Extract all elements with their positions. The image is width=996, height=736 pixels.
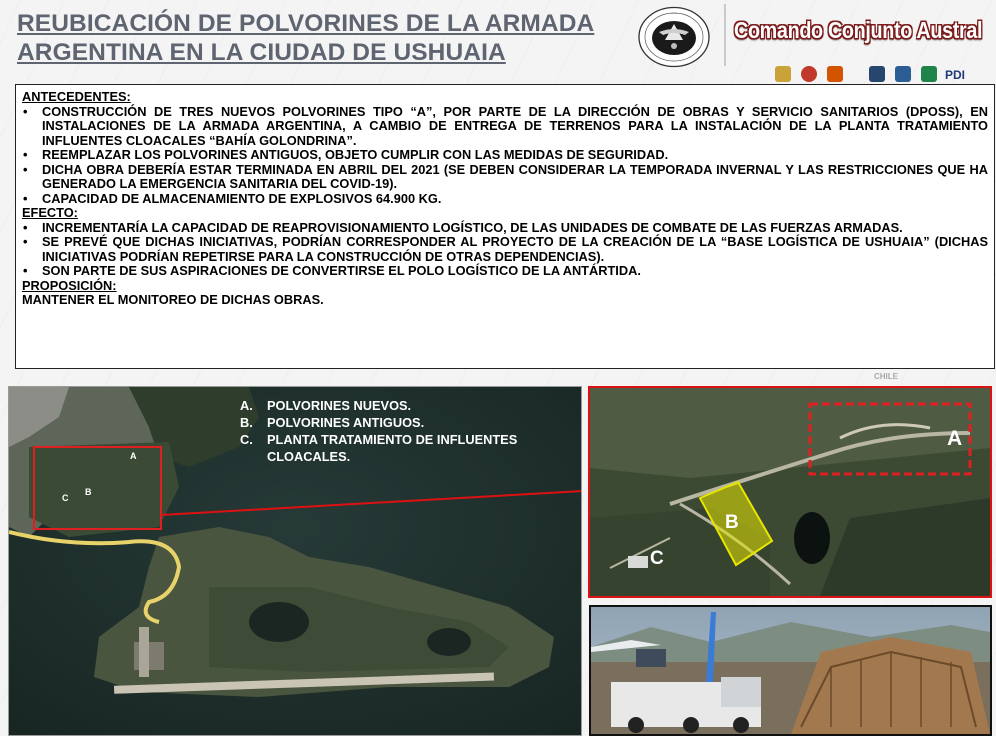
legend-item: B. POLVORINES ANTIGUOS. [240, 415, 425, 430]
antecedentes-heading: ANTECEDENTES: [22, 89, 131, 104]
brand-name: Comando Conjunto Austral [734, 17, 983, 43]
list-item: • SON PARTE DE SUS ASPIRACIONES DE CONVERTIRSE EL POLO LOGÍSTICO DE LA ANTÁRTIDA. [23, 263, 641, 278]
command-seal-logo [637, 6, 711, 68]
bullet: • [23, 219, 28, 235]
army-emblem-icon [775, 66, 791, 82]
map-label-b: B [85, 487, 92, 497]
page-title: REUBICACIÓN DE POLVORINES DE LA ARMADA ARGENTINA EN LA CIUDAD DE USHUAIA [17, 10, 595, 66]
airforce-emblem-icon [827, 66, 843, 82]
zoom-label-c: C [650, 548, 664, 569]
legend-item: C. PLANTA TRATAMIENTO DE INFLUENTES CLOACALES. [240, 432, 518, 464]
proposicion-text: MANTENER EL MONITOREO DE DICHAS OBRAS. [22, 292, 324, 307]
bullet: • [23, 103, 28, 119]
construction-photo [589, 605, 992, 736]
bullet: • [23, 161, 28, 177]
list-item: • DICHA OBRA DEBERÍA ESTAR TERMINADA EN ABRIL DEL 2021 (SE DEBEN CONSIDERAR LA TEMPORADA INVERNAL Y LAS RESTRICCIONES QUE HA GENERADO LA EMERGENCIA SANITARIA DEL COVID-19). [23, 161, 988, 191]
background-map-label: CHILE [874, 372, 898, 381]
zoomed-map-image [590, 388, 990, 596]
navy-emblem-icon [801, 66, 817, 82]
efecto-heading: EFECTO: [22, 205, 78, 220]
legend-item: A. POLVORINES NUEVOS. [240, 398, 412, 413]
map-label-c: C [62, 493, 69, 503]
zoomed-map [588, 386, 992, 598]
zoom-label-a: A [947, 427, 963, 450]
list-item: • CONSTRUCCIÓN DE TRES NUEVOS POLVORINES TIPO “A”, POR PARTE DE LA DIRECCIÓN DE OBRAS Y SERVICIO SANITARIOS (DPOSS), EN INSTALACIONES DE LA ARMADA ARGENTINA, A CAMBIO DE ENTREGA DE TERRENOS PARA LA INSTALACIÓN DE LA PLANTA TRATAMIENTO INFLUENTES CLOACALES “BAHÍA GOLONDRINA”. [23, 103, 988, 148]
header-divider [724, 4, 726, 66]
report-text-box [15, 84, 995, 369]
map-label-a: A [130, 451, 137, 461]
svg-text:·····: ····· [670, 12, 678, 17]
bullet: • [23, 234, 28, 249]
prefecture-emblem-icon [921, 66, 937, 82]
bullet: • [23, 263, 28, 278]
police-emblem-icon [895, 66, 911, 82]
satellite-map [8, 386, 582, 736]
gendarmerie-emblem-icon [869, 66, 885, 82]
pdi-emblem-text: PDI [945, 68, 966, 82]
bullet: • [23, 147, 28, 162]
list-item: • CAPACIDAD DE ALMACENAMIENTO DE EXPLOSIVOS 64.900 KG. [23, 190, 442, 206]
construction-photo-image [591, 607, 990, 734]
bullet: • [23, 190, 28, 206]
map-legend [240, 397, 570, 465]
list-item: • REEMPLAZAR LOS POLVORINES ANTIGUOS, OBJETO CUMPLIR CON LAS MEDIDAS DE SEGURIDAD. [23, 147, 669, 162]
list-item: • INCREMENTARÍA LA CAPACIDAD DE REAPROVISIONAMIENTO LOGÍSTICO, DE LAS UNIDADES DE COMBATE DE LAS FUERZAS ARMADAS. [23, 219, 903, 235]
proposicion-heading: PROPOSICIÓN: [22, 277, 117, 293]
list-item: • SE PREVÉ QUE DICHAS INICIATIVAS, PODRÍAN CORRESPONDER AL PROYECTO DE LA CREACIÓN DE LA “BASE LOGÍSTICA DE USHUAIA” (DICHAS INICIATIVAS PODRÍAN REPETIRSE PARA LA CONSTRUCCIÓN DE OTRAS DEPENDENCIAS). [23, 234, 988, 264]
zoom-label-b: B [725, 512, 739, 533]
